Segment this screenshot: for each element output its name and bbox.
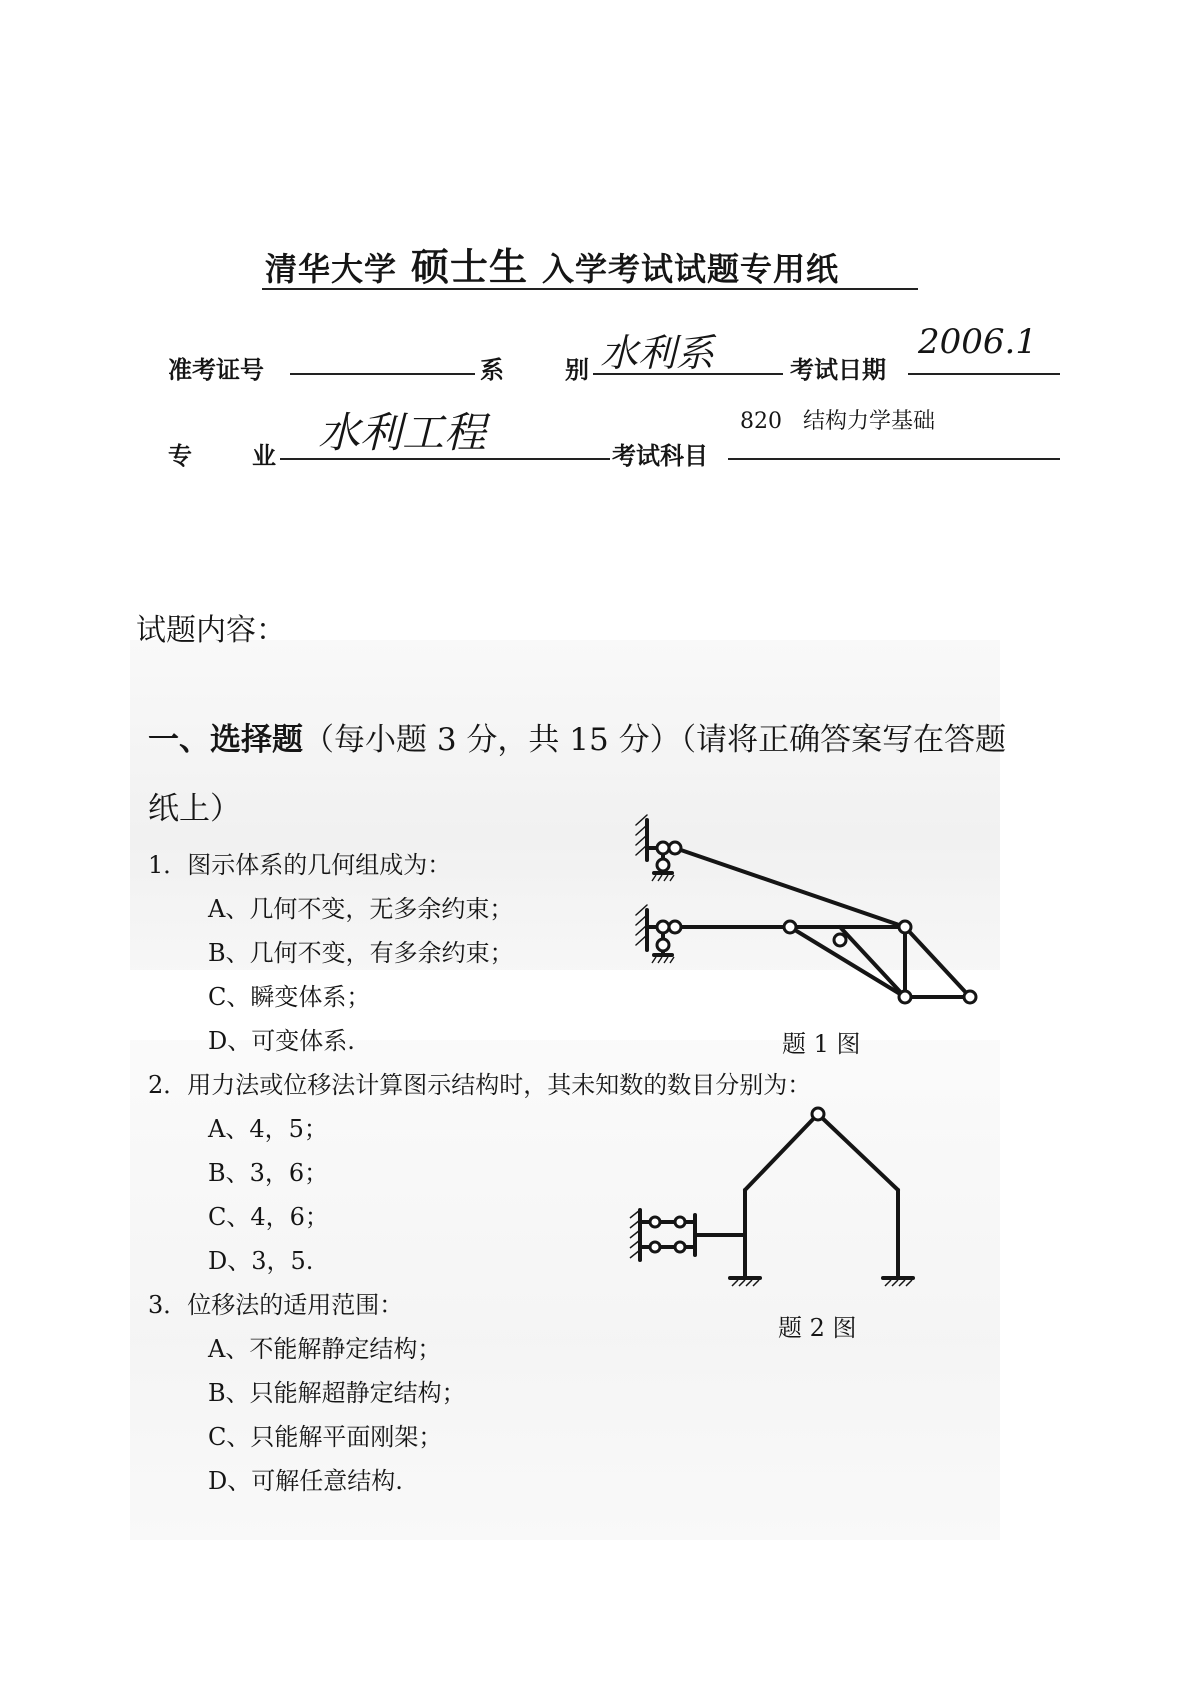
dept-value-handwritten: 水利系 bbox=[600, 331, 715, 375]
question-1-option-a: A、几何不变，无多余约束； bbox=[208, 895, 514, 923]
admission-no-line bbox=[290, 373, 475, 375]
question-3-option-a: A、不能解静定结构； bbox=[208, 1335, 442, 1363]
dept-label-1: 系 bbox=[480, 356, 504, 384]
question-2-option-b: B、3，6； bbox=[208, 1159, 329, 1187]
question-2-stem: 2．用力法或位移法计算图示结构时，其未知数的数目分别为： bbox=[148, 1071, 812, 1099]
subject-label: 考试科目 bbox=[612, 442, 708, 470]
major-label-2: 业 bbox=[252, 442, 276, 470]
major-label-1: 专 bbox=[168, 442, 192, 470]
section-1-heading-cont: 纸上） bbox=[148, 791, 241, 827]
date-line bbox=[908, 373, 1060, 375]
section-1-heading: 一、选择题（每小题 3 分，共 15 分）（请将正确答案写在答题 bbox=[148, 722, 1007, 758]
subject-value: 820 结构力学基础 bbox=[740, 409, 935, 434]
admission-no-label: 准考证号 bbox=[168, 356, 264, 384]
question-1-stem: 1．图示体系的几何组成为： bbox=[148, 851, 452, 879]
dept-label-2: 别 bbox=[565, 356, 589, 384]
figure-1-caption: 题 1 图 bbox=[782, 1030, 861, 1058]
figure-2-structure bbox=[620, 1100, 930, 1300]
question-3-stem: 3．位移法的适用范围： bbox=[148, 1291, 404, 1319]
page-title: 清华大学 硕士生 入学考试试题专用纸 bbox=[265, 245, 840, 289]
date-label: 考试日期 bbox=[790, 356, 886, 384]
question-3-option-d: D、可解任意结构. bbox=[208, 1467, 403, 1495]
content-heading: 试题内容： bbox=[136, 613, 286, 648]
question-3-option-b: B、只能解超静定结构； bbox=[208, 1379, 466, 1407]
question-1-option-c: C、瞬变体系； bbox=[208, 983, 371, 1011]
major-value-handwritten: 水利工程 bbox=[318, 408, 487, 457]
question-2-option-a: A、4，5； bbox=[208, 1115, 328, 1143]
date-value-handwritten: 2006.1 bbox=[918, 322, 1037, 362]
figure-1-structure bbox=[630, 815, 990, 1015]
subject-line bbox=[728, 458, 1060, 460]
question-2-option-d: D、3，5. bbox=[208, 1247, 314, 1275]
question-1-option-d: D、可变体系. bbox=[208, 1027, 355, 1055]
question-2-option-c: C、4，6； bbox=[208, 1203, 329, 1231]
title-underline bbox=[262, 288, 918, 290]
figure-2-caption: 题 2 图 bbox=[778, 1314, 857, 1342]
question-1-option-b: B、几何不变，有多余约束； bbox=[208, 939, 514, 967]
question-3-option-c: C、只能解平面刚架； bbox=[208, 1423, 443, 1451]
